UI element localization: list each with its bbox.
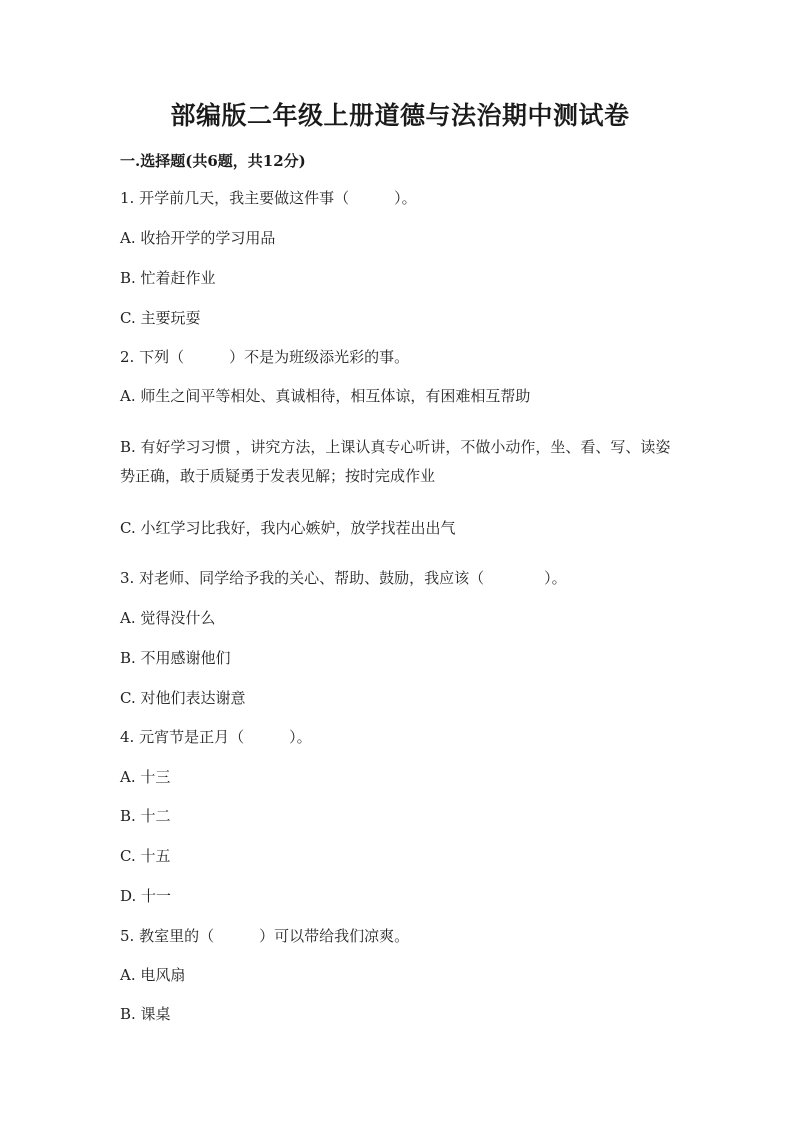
question-4-option-b: B. 十二 [120,807,171,825]
section-heading: 一.选择题(共6题，共12分) [120,152,306,170]
question-3-option-b: B. 不用感谢他们 [120,649,231,667]
question-3-option-a: A. 觉得没什么 [120,609,216,627]
question-5-option-a: A. 电风扇 [120,966,186,984]
question-1-option-b: B. 忙着赶作业 [120,269,216,287]
question-2-stem: 2. 下列（ ）不是为班级添光彩的事。 [120,348,410,366]
question-3-stem: 3. 对老师、同学给予我的关心、帮助、鼓励，我应该（ ）。 [120,569,567,587]
question-3-option-c: C. 对他们表达谢意 [120,689,246,707]
question-1-option-a: A. 收拾开学的学习用品 [120,229,276,247]
question-5-option-b: B. 课桌 [120,1005,171,1023]
question-1-option-c: C. 主要玩耍 [120,309,201,327]
question-1-stem: 1. 开学前几天，我主要做这件事（ ）。 [120,189,417,207]
question-5-stem: 5. 教室里的（ ）可以带给我们凉爽。 [120,927,410,945]
question-4-option-c: C. 十五 [120,847,171,865]
question-2-option-c: C. 小红学习比我好，我内心嫉妒，放学找茬出出气 [120,519,456,537]
question-2-option-a: A. 师生之间平等相处、真诚相待，相互体谅，有困难相互帮助 [120,387,531,405]
page-title: 部编版二年级上册道德与法治期中测试卷 [170,101,630,130]
question-4-stem: 4. 元宵节是正月（ ）。 [120,728,312,746]
question-4-option-d: D. 十一 [120,887,172,905]
question-2-option-b: B. 有好学习习惯 ，讲究方法，上课认真专心听讲，不做小动作，坐、看、写、读姿势正确，敢于质疑勇于发表见解；按时完成作业 [120,438,671,485]
question-4-option-a: A. 十三 [120,768,171,786]
